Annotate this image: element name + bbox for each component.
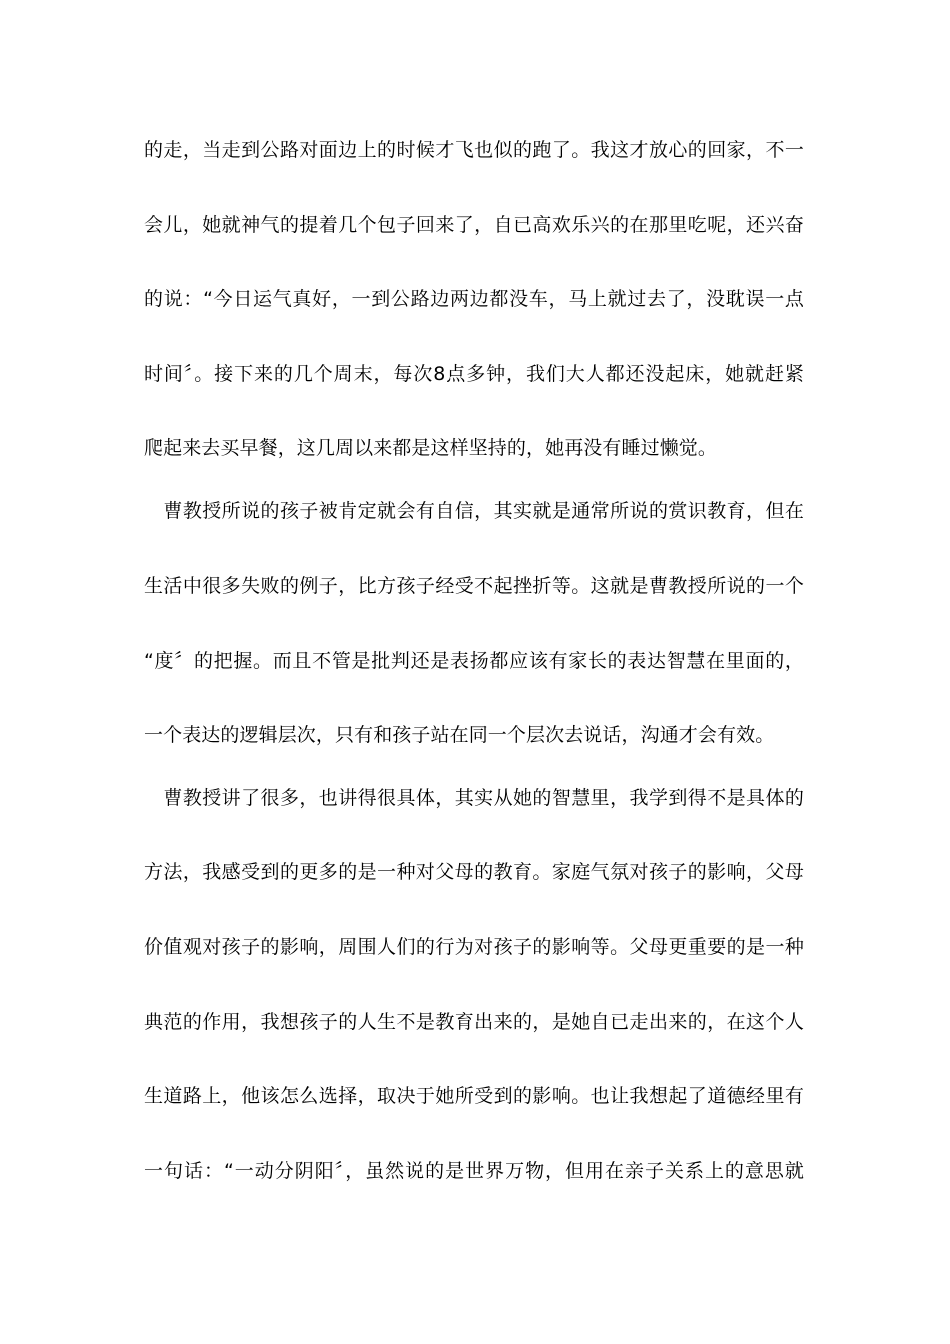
- text-line: 一句话：“一动分阴阳〞，虽然说的是世界万物，但用在亲子关系上的意思就: [144, 1160, 804, 1182]
- text-line: 会儿，她就神气的提着几个包子回来了，自已高欢乐兴的在那里吃呢，还兴奋: [144, 214, 804, 236]
- text-line: 价值观对孩子的影响，周围人们的行为对孩子的影响等。父母更重要的是一种: [144, 936, 804, 958]
- text-line: 生活中很多失败的例子，比方孩子经受不起挫折等。这就是曹教授所说的一个: [144, 575, 804, 597]
- text-line: 方法，我感受到的更多的是一种对父母的教育。家庭气氛对孩子的影响，父母: [144, 861, 804, 883]
- text-line: 时间〞。接下来的几个周末，每次8点多钟，我们大人都还没起床，她就赶紧: [144, 363, 804, 385]
- text-line: 的走，当走到公路对面边上的时候才飞也似的跑了。我这才放心的回家，不一: [144, 139, 804, 161]
- text-line: 生道路上，他该怎么选择，取决于她所受到的影响。也让我想起了道德经里有: [144, 1085, 804, 1107]
- text-line: “度〞的把握。而且不管是批判还是表扬都应该有家长的表达智慧在里面的，: [144, 650, 804, 672]
- text-line: 爬起来去买早餐，这几周以来都是这样坚持的，她再没有睡过懒觉。: [144, 437, 718, 459]
- text-line: 典范的作用，我想孩子的人生不是教育出来的，是她自已走出来的，在这个人: [144, 1011, 804, 1033]
- text-line: 曹教授所说的孩子被肯定就会有自信，其实就是通常所说的赏识教育，但在: [144, 500, 804, 522]
- text-line: 曹教授讲了很多，也讲得很具体，其实从她的智慧里，我学到得不是具体的: [144, 787, 804, 809]
- text-line: 一个表达的逻辑层次，只有和孩子站在同一个层次去说话，沟通才会有效。: [144, 724, 775, 746]
- text-line: 的说：“今日运气真好，一到公路边两边都没车，马上就过去了，没耽误一点: [144, 288, 804, 310]
